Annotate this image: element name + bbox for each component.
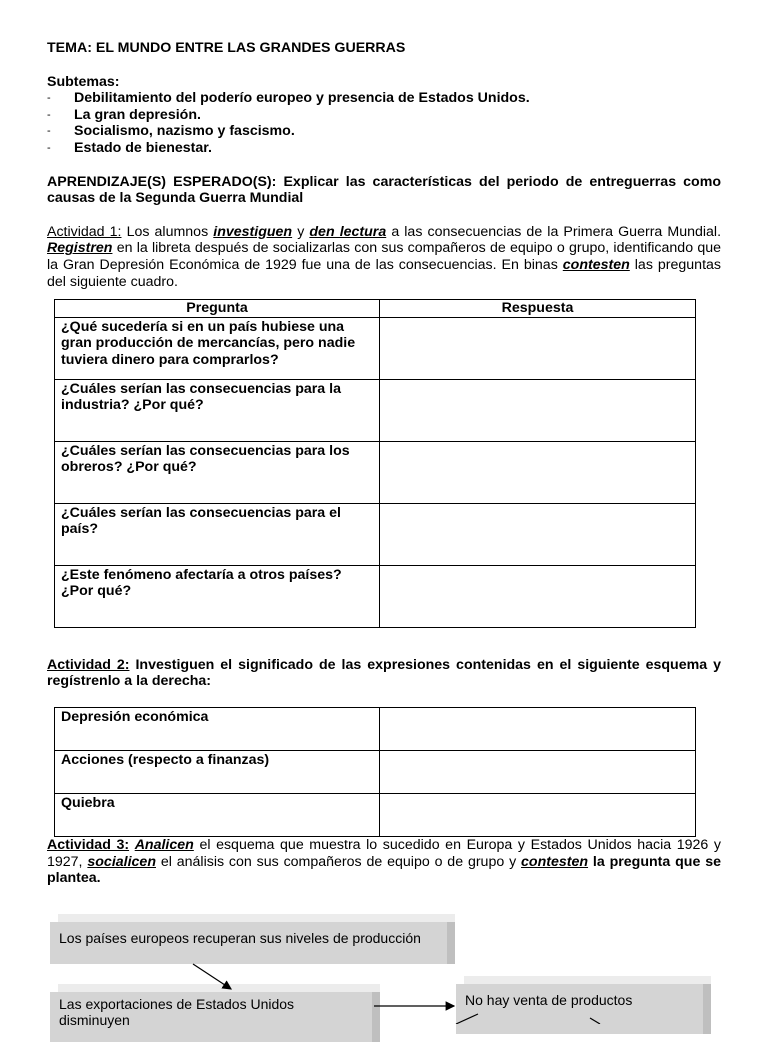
actividad2-label: Actividad 2: [47, 656, 130, 673]
definition-cell[interactable] [380, 750, 696, 793]
definition-cell[interactable] [380, 707, 696, 750]
question-cell: ¿Este fenómeno afectaría a otros países? ¿Por qué? [55, 565, 380, 627]
table-row [55, 317, 696, 379]
subtemas-label: Subtemas: [47, 73, 120, 90]
tema-title: TEMA: EL MUNDO ENTRE LAS GRANDES GUERRAS [47, 40, 406, 56]
worksheet [47, 40, 721, 887]
question-cell: ¿Qué sucedería si en un país hubiese una gran producción de mercancías, pero nadie tuviera dinero para comprarlos? [55, 317, 380, 379]
table-row [55, 793, 696, 836]
aprendizaje-paragraph: APRENDIZAJE(S) ESPERADO(S): Explicar las características del periodo de entreguerras como causas de la Segunda Guerra Mundial [47, 173, 722, 207]
scheme-box-european-production: Los países europeos recuperan sus niveles de producción [50, 922, 447, 964]
scheme-box-us-exports: Las exportaciones de Estados Unidos disminuyen [50, 992, 372, 1042]
subtema-item: - La gran depresión. [47, 106, 201, 123]
arrow-box1-to-box2 [193, 964, 231, 989]
term-cell: Depresión económica [55, 707, 380, 750]
answer-cell[interactable] [380, 565, 696, 627]
subtema-item: - Debilitamiento del poderío europeo y presencia de Estados Unidos. [47, 90, 530, 107]
header-pregunta: Pregunta [55, 300, 380, 318]
subtemas-list [47, 90, 721, 156]
table-row [55, 750, 696, 793]
term-cell: Quiebra [55, 793, 380, 836]
actividad3-paragraph: Actividad 3: Analicen el esquema que muestra lo sucedido en Europa y Estados Unidos hacia 1926 y 1927, socialicen el análisis con sus compañeros de equipo o de grupo y contesten la pregunta que se plantea. [47, 836, 721, 887]
table-row [55, 441, 696, 503]
answer-cell[interactable] [380, 441, 696, 503]
answer-cell[interactable] [380, 379, 696, 441]
table-row [55, 707, 696, 750]
answer-cell[interactable] [380, 503, 696, 565]
questions-table [54, 299, 696, 628]
answer-cell[interactable] [380, 317, 696, 379]
header-respuesta: Respuesta [380, 300, 696, 318]
actividad1-paragraph: Actividad 1: Los alumnos investiguen y den lectura a las consecuencias de la Primera Guerra Mundial. Registren en la libreta después de socializarlas con sus compañeros de equipo o grupo, identificando que la Gran Depresión Económica de 1929 fue una de las consecuencias. En binas contesten las preguntas del siguiente cuadro. [47, 223, 722, 290]
table-row [55, 565, 696, 627]
subtema-item: - Estado de bienestar. [47, 139, 212, 156]
terms-table [54, 707, 696, 837]
subtema-item: - Socialismo, nazismo y fascismo. [47, 123, 295, 140]
question-cell: ¿Cuáles serían las consecuencias para la industria? ¿Por qué? [55, 379, 380, 441]
actividad1-label: Actividad 1: [47, 223, 122, 240]
actividad2-paragraph: Actividad 2: Investiguen el significado de las expresiones contenidas en el siguiente esquema y regístrenlo a la derecha: [47, 656, 721, 690]
definition-cell[interactable] [380, 793, 696, 836]
question-cell: ¿Cuáles serían las consecuencias para los obreros? ¿Por qué? [55, 441, 380, 503]
scheme-box-no-sales: No hay venta de productos [456, 984, 703, 1034]
table-row [55, 503, 696, 565]
table-row [55, 379, 696, 441]
actividad3-label: Actividad 3: [47, 836, 130, 853]
question-cell: ¿Cuáles serían las consecuencias para el país? [55, 503, 380, 565]
term-cell: Acciones (respecto a finanzas) [55, 750, 380, 793]
